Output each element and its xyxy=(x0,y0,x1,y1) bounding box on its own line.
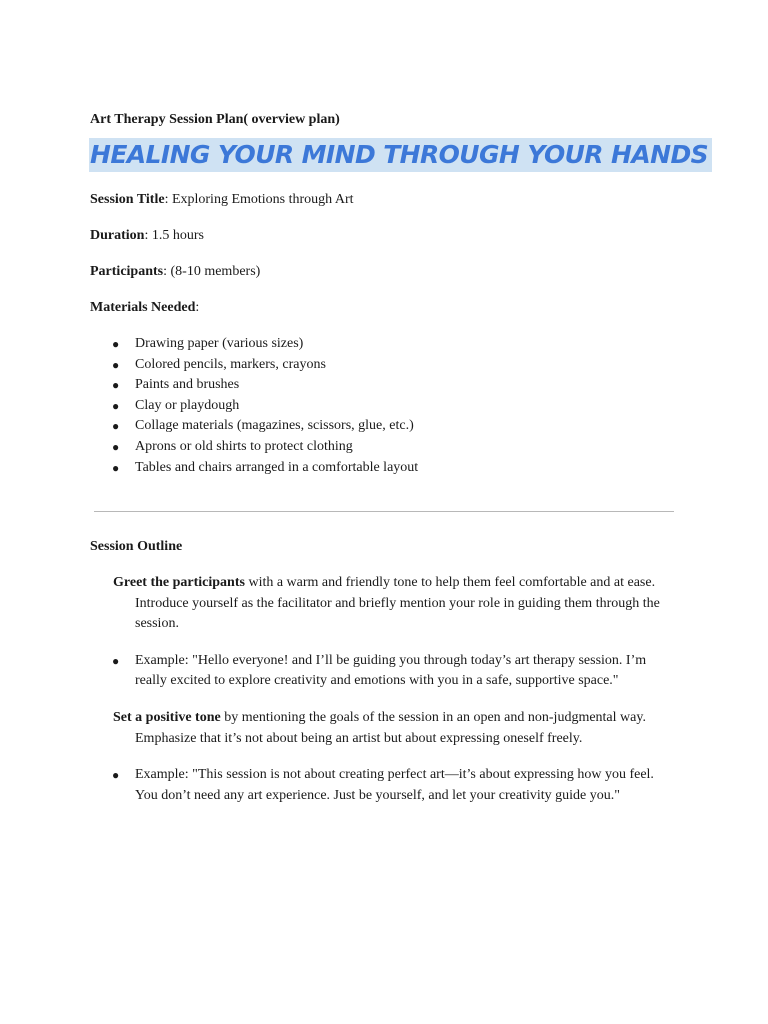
example-list-2 xyxy=(90,765,670,806)
list-item xyxy=(90,416,680,437)
horizontal-divider xyxy=(94,511,674,512)
session-title-value: : Exploring Emotions through Art xyxy=(164,192,354,207)
bullet-icon: ● xyxy=(112,439,120,454)
bullet-icon: ● xyxy=(112,357,120,372)
list-item xyxy=(90,458,680,479)
bullet-icon: ● xyxy=(112,768,120,783)
session-title-label: Session Title xyxy=(90,192,165,207)
bullet-icon: ● xyxy=(112,378,120,393)
list-item xyxy=(90,396,680,417)
duration-label: Duration xyxy=(90,228,145,243)
document-body xyxy=(90,110,708,478)
material-text: Tables and chairs arranged in a comfortable layout xyxy=(135,459,419,475)
greet-text: with a warm and friendly tone to help them feel comfortable and at ease. Introduce yourself as the facilitator and briefly mention your role in guiding them through the session. xyxy=(135,575,660,632)
material-text: Clay or playdough xyxy=(135,397,240,413)
banner-title: HEALING YOUR MIND THROUGH YOUR HANDS xyxy=(90,140,708,169)
tone-text: by mentioning the goals of the session in an open and non-judgmental way. Emphasize that it’s not about being an artist but about expressing oneself freely. xyxy=(135,709,646,746)
list-item xyxy=(90,375,680,396)
tone-paragraph xyxy=(90,708,670,749)
material-text: Paints and brushes xyxy=(135,377,240,393)
bullet-icon: ● xyxy=(112,419,120,434)
example-list-1 xyxy=(90,651,670,692)
bullet-icon: ● xyxy=(112,653,120,668)
material-text: Collage materials (magazines, scissors, glue, etc.) xyxy=(135,418,414,434)
duration-value: : 1.5 hours xyxy=(144,228,204,243)
greet-paragraph xyxy=(90,573,670,635)
example-text: Example: "This session is not about creating perfect art—it’s about expressing how you feel. You don’t need any art experience. Just be yourself, and let your creativity guide you." xyxy=(135,767,654,803)
session-title-field xyxy=(90,190,680,210)
material-text: Aprons or old shirts to protect clothing xyxy=(135,438,353,454)
example-text: Example: "Hello everyone! and I’ll be guiding you through today’s art therapy session. I’m really excited to explore creativity and emotions with you in a safe, supportive space." xyxy=(135,652,647,689)
session-outline xyxy=(90,537,670,806)
bullet-icon: ● xyxy=(112,337,120,351)
material-text: Drawing paper (various sizes) xyxy=(135,336,304,351)
list-item xyxy=(90,765,670,806)
materials-label: Materials Needed xyxy=(90,300,196,315)
duration-field xyxy=(90,226,680,246)
list-item xyxy=(90,355,680,376)
participants-field xyxy=(90,262,680,282)
materials-field xyxy=(90,298,680,318)
material-text: Colored pencils, markers, crayons xyxy=(135,356,326,372)
participants-label: Participants xyxy=(90,264,164,279)
list-item xyxy=(90,334,680,355)
outline-heading: Session Outline xyxy=(90,539,183,554)
greet-bold: Greet the participants xyxy=(113,575,245,590)
materials-colon: : xyxy=(195,300,200,315)
list-item xyxy=(90,651,670,692)
document-subtitle: Art Therapy Session Plan( overview plan) xyxy=(90,112,340,127)
participants-value: : (8-10 members) xyxy=(163,264,261,279)
tone-bold: Set a positive tone xyxy=(113,709,221,725)
list-item xyxy=(90,437,680,458)
bullet-icon: ● xyxy=(112,460,120,475)
materials-list xyxy=(90,334,680,478)
bullet-icon: ● xyxy=(112,398,120,413)
title-banner xyxy=(89,138,712,172)
